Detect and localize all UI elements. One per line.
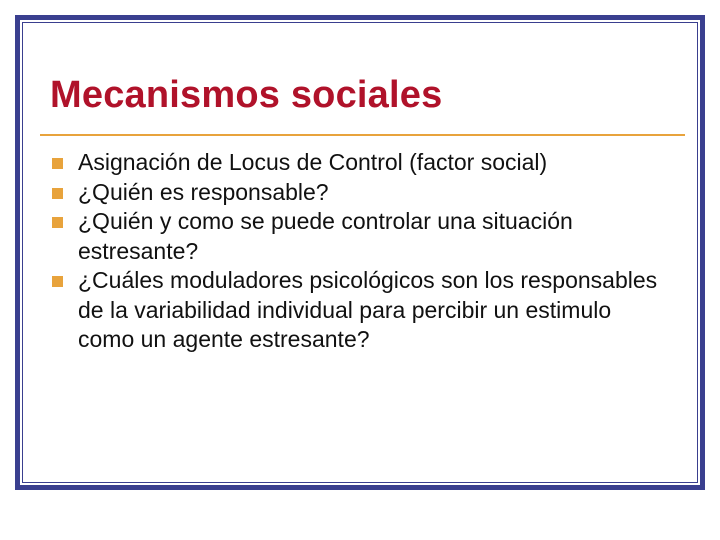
square-bullet-icon [52,217,63,228]
bullet-text: ¿Quién es responsable? [78,178,329,205]
bullet-item [50,148,660,178]
bullet-text: ¿Quién y como se puede controlar una situación estresante? [78,208,573,264]
square-bullet-icon [52,158,63,169]
bullet-text: ¿Cuáles moduladores psicológicos son los responsables de la variabilidad individual para percibir un estimulo como un agente estresante? [78,267,658,352]
bullet-item [50,266,660,355]
bullet-item [50,178,660,208]
title-underline [40,134,685,136]
square-bullet-icon [52,188,63,199]
square-bullet-icon [52,276,63,287]
slide-title: Mecanismos sociales [50,74,443,116]
bullet-list [50,148,660,355]
bullet-text: Asignación de Locus de Control (factor social) [78,149,548,175]
bullet-item [50,207,660,266]
